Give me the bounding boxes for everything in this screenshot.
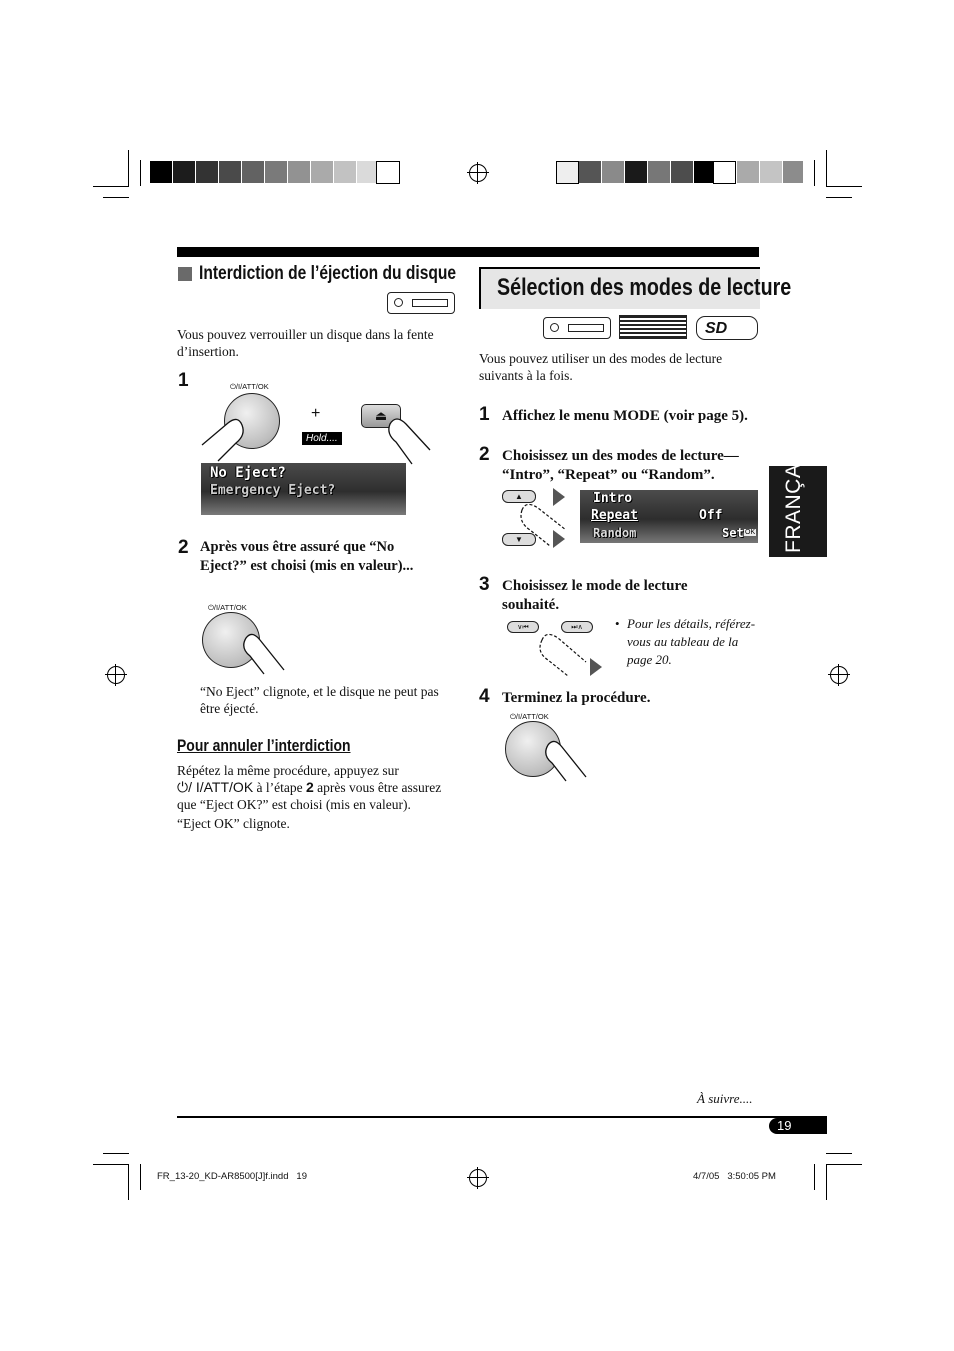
registration-mark-icon	[469, 1169, 487, 1187]
crop-mark	[814, 160, 815, 186]
right-intro: Vous pouvez utiliser un des modes de lecture suivants à la fois.	[479, 351, 723, 383]
crop-mark	[826, 1164, 827, 1200]
knob-label: ⏻/I/ATT/OK	[510, 712, 549, 721]
crop-mark	[826, 1164, 862, 1165]
step-number: 2	[479, 444, 490, 465]
lcd-option-repeat: Repeat	[591, 508, 638, 523]
bottom-rule	[177, 1116, 827, 1118]
language-tab-label: FRANÇAIS	[782, 442, 805, 553]
button-reference: ⏻/ I/ATT/OK	[177, 779, 254, 795]
arrow-right-icon	[590, 658, 602, 676]
step-reference: 2	[306, 779, 314, 795]
cancel-line4: “Eject OK” clignote.	[177, 816, 290, 831]
crop-mark	[93, 1164, 129, 1165]
step-text: Choisissez un des modes de lecture— “Intro”, “Repeat” ou “Random”.	[502, 448, 739, 483]
down-button-icon[interactable]: ▼	[502, 533, 536, 546]
crop-mark	[814, 1164, 815, 1190]
cancel-line3: que “Eject OK?” est choisi (mis en valeur).	[177, 797, 411, 812]
footer-timestamp: 4/7/05 3:50:05 PM	[693, 1171, 776, 1182]
step-number: 1	[178, 370, 189, 391]
crop-mark	[128, 1164, 129, 1200]
finger-icon	[534, 630, 594, 678]
crop-mark	[103, 197, 129, 198]
footer-file-info: FR_13-20_KD-AR8500[J]f.indd 19	[157, 1171, 307, 1182]
sd-card-icon: SD	[696, 316, 758, 340]
lcd-line-no-eject: No Eject?	[210, 465, 286, 481]
continued-text: À suivre....	[697, 1091, 753, 1106]
step-number: 4	[479, 686, 490, 707]
step-text: Choisissez le mode de lecture souhaité.	[502, 578, 688, 613]
crop-mark	[140, 160, 141, 186]
lcd-option-intro: Intro	[593, 491, 633, 506]
step3-note: • Pour les détails, référez-vous au tableau de la page 20.	[615, 616, 756, 667]
crop-mark	[103, 1153, 129, 1154]
next-button-icon[interactable]: ⏭∧	[561, 621, 593, 633]
registration-mark-icon	[830, 666, 848, 684]
crop-mark	[826, 150, 827, 186]
lcd-set-label: Set	[722, 526, 744, 540]
lcd-value-off: Off	[699, 508, 723, 523]
lcd-option-random: Random	[593, 526, 637, 540]
disc-unit-icon	[387, 292, 455, 314]
step-text: Terminez la procédure.	[502, 690, 651, 706]
section-square-icon	[178, 267, 192, 281]
section-title: Sélection des modes de lecture	[497, 274, 792, 301]
disc-changer-icon	[619, 315, 687, 339]
lcd-line-emergency: Emergency Eject?	[210, 483, 336, 498]
registration-mark-icon	[469, 164, 487, 182]
crop-mark	[826, 186, 862, 187]
finger-icon	[238, 628, 292, 678]
crop-mark	[140, 1164, 141, 1190]
step-text: Après vous être assuré que “No Eject?” est choisi (mis en valeur)...	[200, 539, 414, 574]
lcd-ok-badge: OK	[745, 529, 756, 536]
cancel-heading: Pour annuler l’interdiction	[177, 736, 351, 755]
top-rule	[177, 247, 759, 257]
crop-mark	[93, 186, 129, 187]
registration-mark-icon	[107, 666, 125, 684]
cancel-line2: ⏻/ I/ATT/OK à l’étape 2 après vous être assurez	[177, 779, 442, 795]
finger-icon	[540, 735, 594, 785]
page-number: 19	[777, 1118, 792, 1133]
crop-mark	[128, 150, 129, 186]
step2-note: “No Eject” clignote, et le disque ne peut pas être éjecté.	[200, 684, 439, 716]
left-section-heading: Interdiction de l’éjection du disque	[199, 263, 457, 284]
finger-icon	[200, 405, 270, 465]
left-intro: Vous pouvez verrouiller un disque dans la fente d’insertion.	[177, 327, 434, 359]
cancel-line1: Répétez la même procédure, appuyez sur	[177, 763, 399, 778]
knob-label: ⏻/I/ATT/OK	[208, 603, 247, 612]
step-text: Affichez le menu MODE (voir page 5).	[502, 408, 748, 424]
up-button-icon[interactable]: ▲	[502, 490, 536, 503]
prev-button-icon[interactable]: ∨⏮	[507, 621, 539, 633]
step-number: 3	[479, 574, 490, 595]
eject-button-icon: ⏏	[361, 404, 401, 428]
crop-mark	[826, 1153, 852, 1154]
finger-icon	[516, 500, 576, 548]
crop-mark	[826, 197, 852, 198]
step-number: 2	[178, 537, 189, 558]
step-number: 1	[479, 404, 490, 425]
hold-badge: Hold....	[302, 432, 342, 445]
knob-label: ⏻/I/ATT/OK	[230, 382, 269, 391]
disc-unit-icon	[543, 317, 611, 339]
plus-sign: +	[311, 405, 321, 422]
